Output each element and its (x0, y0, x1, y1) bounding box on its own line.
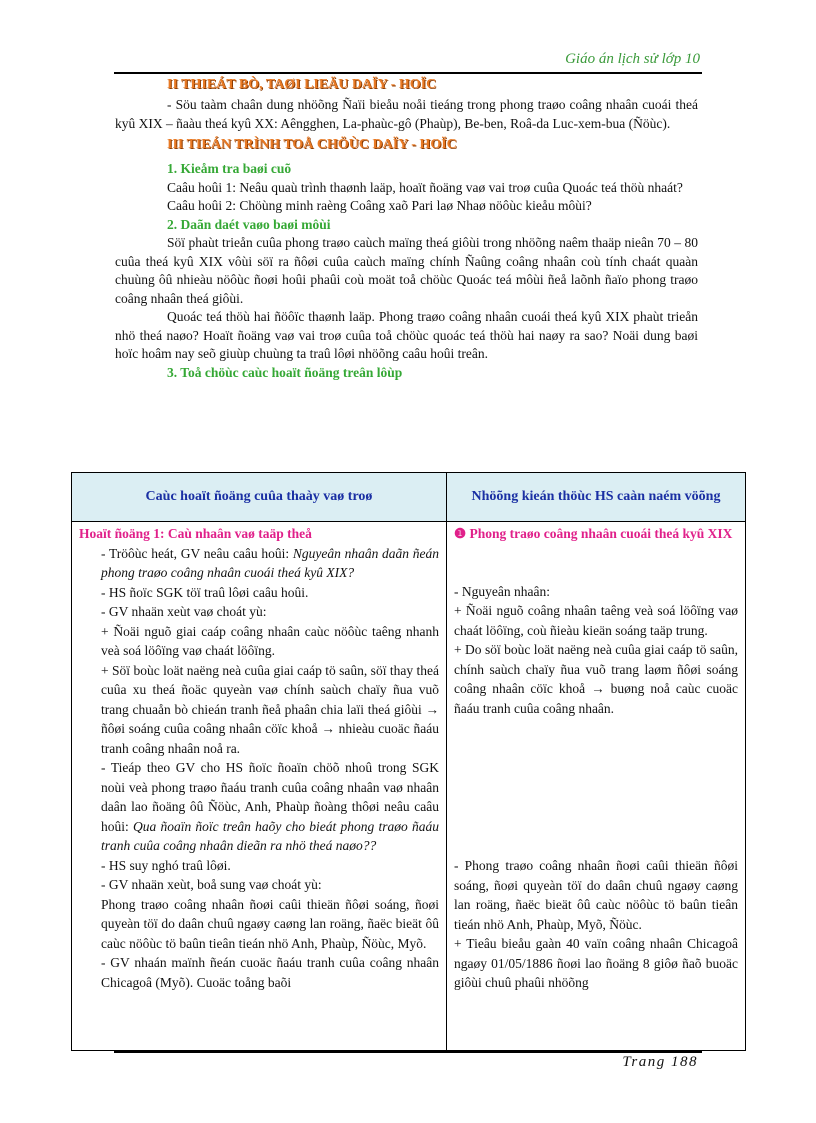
subsection-2-title: 2. Daãn daét vaøo baøi môùi (167, 216, 331, 232)
spacer (454, 718, 738, 856)
knowledge-title: ❶ Phong traøo coâng nhaân cuoái theá kyû XIX (454, 526, 733, 541)
question-2: Caâu hoûi 2: Chöùng minh raèng Coâng xaõ Pari laø Nhaø nöôùc kieåu môùi? (167, 198, 592, 213)
spacer (454, 544, 738, 582)
knowledge-line: + Tieâu bieåu gaàn 40 vaïn coâng nhaân Chicagoâ ngaøy 01/05/1886 ñoøi lao ñoäng 8 giôø ñaõ buoäc giôùi chuû phaûi nhöõng (454, 936, 738, 990)
section-2-text: - Söu taàm chaân dung nhöõng Ñaïi bieåu noåi tieáng trong phong traøo coâng nhaân cuoái theá kyû XIX – ñaàu theá kyû XX: Aêngghen, La-phaùc-gô (Phaùp), Be-ben, Roâ-da Luc-xem-bua (Ñöùc). (115, 97, 698, 131)
table-header-row (72, 473, 746, 522)
activity-line: - HS ñoïc SGK töï traû lôøi caâu hoûi. (101, 584, 309, 600)
intro-paragraph-2: Quoác teá thöù hai ñöôïc thaønh laäp. Phong traøo coâng nhaân cuoái theá kyû XIX phaùt trieån nhö theá naøo? Hoaït ñoäng vaø vai troø cuûa toå chöùc quoác teá thöù hai naøy ra sao? Noäi dung baøi hoïc hoâm nay seõ giuùp chuùng ta traû lôøi nhöõng caâu hoûi treân. (115, 309, 698, 361)
subsection-3-title: 3. Toå chöùc caùc hoaït ñoäng treân lôùp (167, 364, 403, 380)
knowledge-line: + Ñoäi nguõ coâng nhaân taêng veà soá löôïng vaø chaát löôïng, coù ñieàu kieän soáng taäp trung. (454, 603, 738, 638)
lesson-content (115, 76, 698, 382)
activity-line: - HS suy nghó traû lôøi. (101, 857, 231, 873)
activities-cell (72, 522, 447, 1051)
activity-line: + Ñoäi nguõ giai caáp coâng nhaân caùc nöôùc taêng nhanh veà soá löôïng vaø chaát löôïng. (101, 623, 439, 658)
subsection-1-title: 1. Kieåm tra baøi cuõ (167, 161, 292, 176)
question-1: Caâu hoûi 1: Neâu quaù trình thaønh laäp, hoaït ñoäng vaø vai troø cuûa Quoác teá thöù nhaát? (167, 179, 683, 195)
activity-line: + Söï boùc loät naëng neà cuûa giai caáp tö saûn, söï thay theá cuûa xu theá ñoäc quyeàn vaø chính saùch chaïy ñua vuõ trang chuaån bò chieán tranh ñeå phaân chia laïi theá giôùi → ñôøi soáng cuûa coâng nhaân cöïc khoå → nhieàu cuoäc ñaáu tranh coâng nhaân noå ra. (101, 662, 439, 756)
activities-table (71, 472, 746, 1051)
activity-1-title: Hoaït ñoäng 1: Caù nhaân vaø taäp theå (79, 526, 312, 541)
section-2-title: II THIEÁT BÒ, TAØI LIEÄU DAÏY - HOÏC (167, 77, 437, 92)
knowledge-line: - Phong traøo coâng nhaân ñoøi caûi thieän ñôøi soáng, ñoøi quyeàn töï do daân chuû ngaøy caøng lan roäng, ñaëc bieät ôû caùc nöôùc tö baûn tieân tieán nhö Anh, Phaùp, Myõ, Ñöùc. (454, 858, 738, 932)
activity-line: - GV nhaán maïnh ñeán cuoäc ñaáu tranh cuûa coâng nhaân Chicagoâ (Myõ). Cuoäc toång baõi (101, 955, 439, 990)
header-rule (114, 72, 702, 74)
knowledge-line: - Nguyeân nhaân: (454, 583, 550, 599)
activity-line: - Tieáp theo GV cho HS ñoïc ñoaïn chöõ nhoû trong SGK noùi veà phong traøo ñaáu tranh cuûa coâng nhaân vaø nhaân daân lao ñoäng ôû Ñöùc, Anh, Phaùp ñoàng thôøi neâu caâu hoûi: Qua ñoaïn ñoïc treân haõy cho bieát phong traøo ñaáu tranh cuûa coâng nhaân dieãn ra nhö theá naøo?? (101, 760, 439, 853)
page-number: Trang 188 (622, 1054, 698, 1070)
activity-line: - Tröôùc heát, GV neâu caâu hoûi: Nguyeân nhaân daãn ñeán phong traøo coâng nhaân cuoái theá kyû XIX? (101, 545, 439, 580)
knowledge-cell (447, 522, 746, 1051)
intro-paragraph-1: Söï phaùt trieån cuûa phong traøo caùch maïng theá giôùi trong nhöõng naêm thaäp nieân 70 – 80 cuûa theá kyû XIX vôùi söï ra ñôøi cuûa caùch maïng chính Ñaûng coâng nhaân coù tính chaát quaàn chuùng ôû nhieàu nöôùc ñoøi hoûi phaûi coù moät toå chöùc Quoác teá môùi ñeå laõnh ñaïo phong traøo coâng nhaân theá giôùi. (115, 235, 698, 306)
knowledge-line: + Do söï boùc loät naëng neà cuûa giai caáp tö saûn, chính saùch chaïy ñua vuõ trang laøm ñôøi soáng coâng nhaân cöïc khoå → buøng noå caùc cuoäc ñaáu tranh cuûa coâng nhaân. (454, 642, 738, 716)
activity-line: Phong traøo coâng nhaân ñoøi caûi thieän ñôøi soáng, ñoøi quyeàn töï do daân chuû ngaøy caøng lan roäng, ñaëc bieät ôû caùc nöôùc tö baûn tieân tieán nhö Anh, Phaùp, Ñöùc, Myõ. (101, 896, 439, 951)
activity-line: - GV nhaän xeùt vaø choát yù: (101, 604, 267, 619)
col-header-knowledge: Nhöõng kieán thöùc HS caàn naém vöõng (447, 473, 746, 522)
page-header-title: Giáo án lịch sử lớp 10 (565, 51, 700, 67)
table-row (72, 522, 746, 1051)
section-3-title: III TIEÁN TRÌNH TOÅ CHÖÙC DAÏY - HOÏC (167, 137, 457, 152)
col-header-activities: Caùc hoaït ñoäng cuûa thaày vaø troø (72, 473, 447, 522)
footer-rule (114, 1051, 702, 1053)
activity-line: - GV nhaän xeùt, boå sung vaø choát yù: (101, 877, 322, 892)
